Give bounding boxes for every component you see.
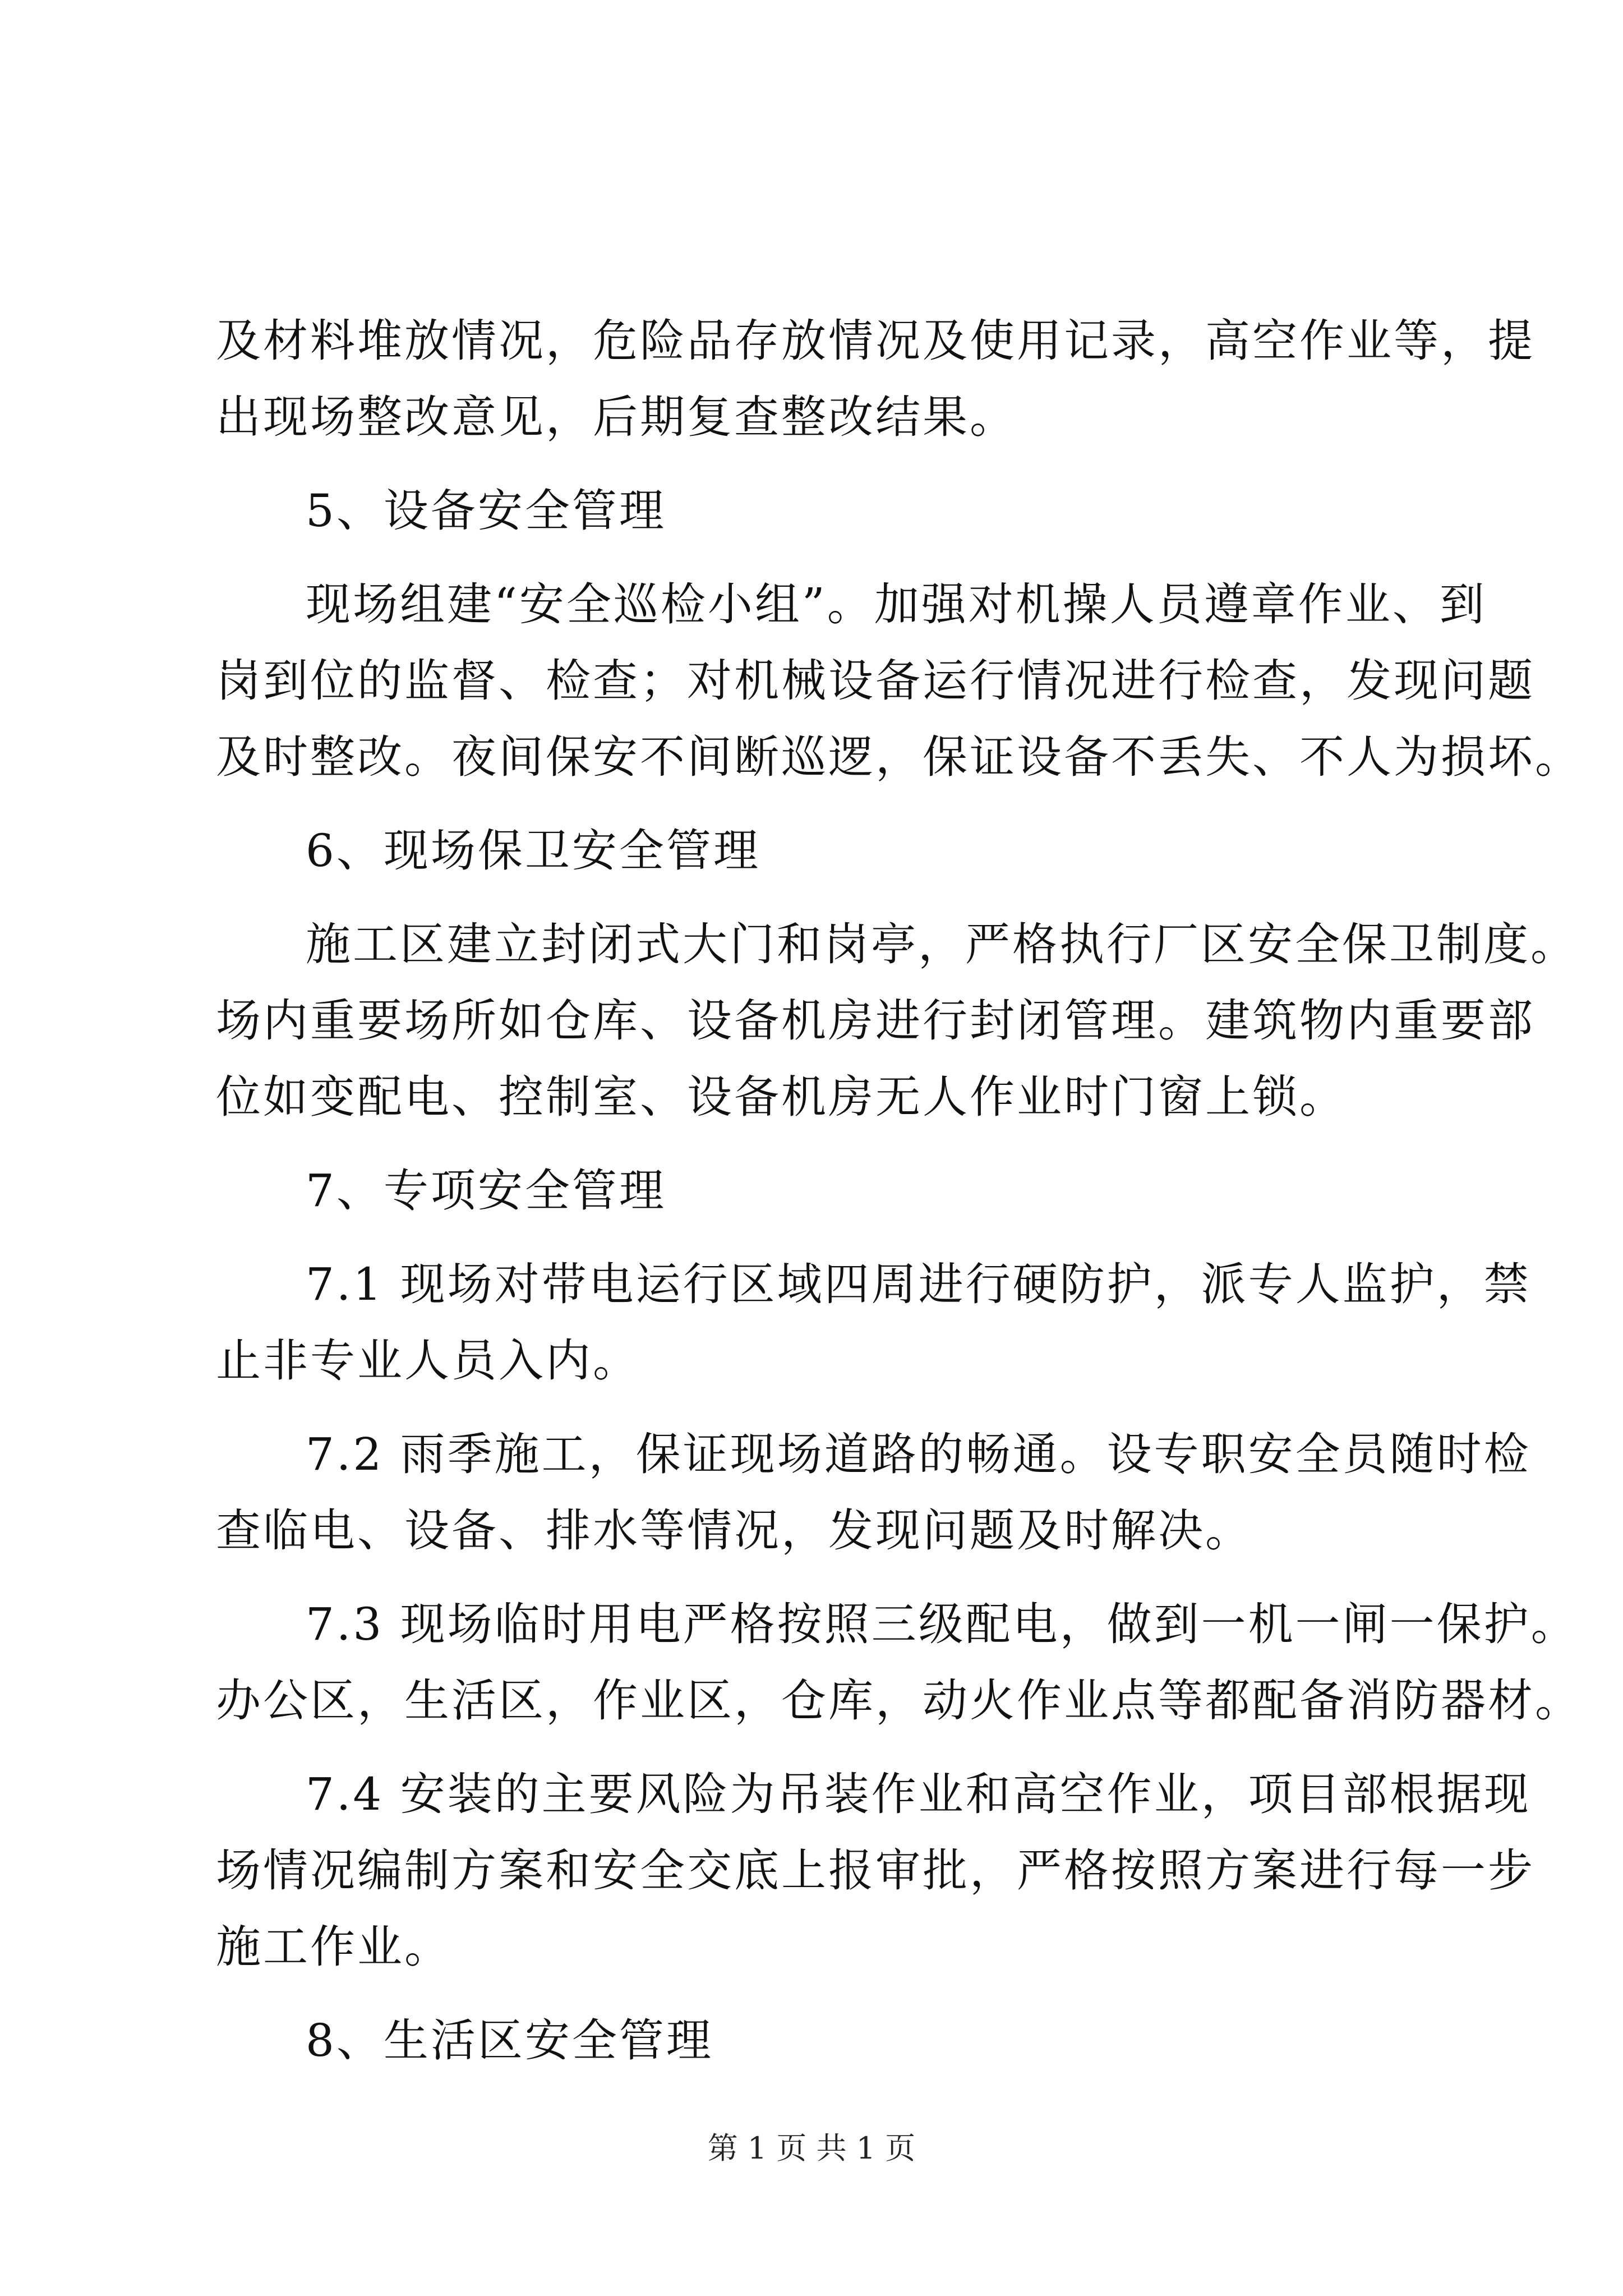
paragraph <box>216 1756 1535 1985</box>
paragraph-spacing <box>216 1569 1427 1586</box>
text-line: 位如变配电、控制室、设备机房无人作业时门窗上锁。 <box>216 1071 1347 1123</box>
text-line: 办公区，生活区，作业区，仓库，动火作业点等都配备消防器材。 <box>216 1674 1582 1727</box>
text-line: 及时整改。夜间保安不间断巡逻，保证设备不丢失、不人为损坏。 <box>216 731 1582 783</box>
section-heading <box>216 2003 1427 2079</box>
paragraph-spacing <box>216 1739 1427 1756</box>
text-line: 止非专业人员入内。 <box>216 1335 640 1387</box>
text-line: 7.1 现场对带电运行区域四周进行硬防护，派专人监护，禁 <box>306 1258 1531 1310</box>
paragraph <box>216 1586 1582 1739</box>
paragraph-spacing <box>216 1135 1427 1153</box>
heading-text: 8、生活区安全管理 <box>306 2014 713 2067</box>
paragraph-spacing <box>216 1985 1427 2003</box>
section-heading <box>216 473 1427 549</box>
section-heading <box>216 813 1427 889</box>
paragraph <box>216 567 1582 795</box>
paragraph-spacing <box>216 1229 1427 1246</box>
heading-text: 7、专项安全管理 <box>306 1165 666 1217</box>
text-line: 场情况编制方案和安全交底上报审批，严格按照方案进行每一步 <box>216 1844 1535 1897</box>
paragraph-spacing <box>216 889 1427 907</box>
text-line: 岗到位的监督、检查；对机械设备运行情况进行检查，发现问题 <box>216 655 1535 707</box>
text-line: 施工作业。 <box>216 1921 451 1973</box>
text-line: 查临电、设备、排水等情况，发现问题及时解决。 <box>216 1504 1252 1557</box>
page-footer: 第 1 页 共 1 页 <box>707 2131 916 2166</box>
paragraph <box>216 1246 1531 1399</box>
paragraph <box>216 907 1578 1135</box>
text-line: 7.4 安装的主要风险为吊装作业和高空作业，项目部根据现 <box>306 1768 1531 1820</box>
paragraph-spacing <box>216 455 1427 473</box>
text-line: 场内重要场所如仓库、设备机房进行封闭管理。建筑物内重要部 <box>216 995 1535 1047</box>
paragraph-spacing <box>216 1399 1427 1416</box>
paragraph-spacing <box>216 549 1427 567</box>
section-heading <box>216 1153 1427 1229</box>
heading-text: 5、设备安全管理 <box>306 485 666 537</box>
heading-text: 6、现场保卫安全管理 <box>306 825 760 877</box>
document-body <box>216 303 1582 2079</box>
text-line: 现场组建“安全巡检小组”。加强对机操人员遵章作业、到 <box>306 578 1487 631</box>
text-line: 及材料堆放情况，危险品存放情况及使用记录，高空作业等，提 <box>216 315 1535 367</box>
text-line: 7.2 雨季施工，保证现场道路的畅通。设专职安全员随时检 <box>306 1428 1531 1480</box>
paragraph-spacing <box>216 795 1427 813</box>
text-line: 出现场整改意见，后期复查整改结果。 <box>216 391 1017 443</box>
paragraph <box>216 1416 1531 1569</box>
text-line: 施工区建立封闭式大门和岗亭，严格执行厂区安全保卫制度。 <box>306 918 1578 970</box>
paragraph <box>216 303 1535 455</box>
text-line: 7.3 现场临时用电严格按照三级配电，做到一机一闸一保护。 <box>306 1598 1578 1650</box>
